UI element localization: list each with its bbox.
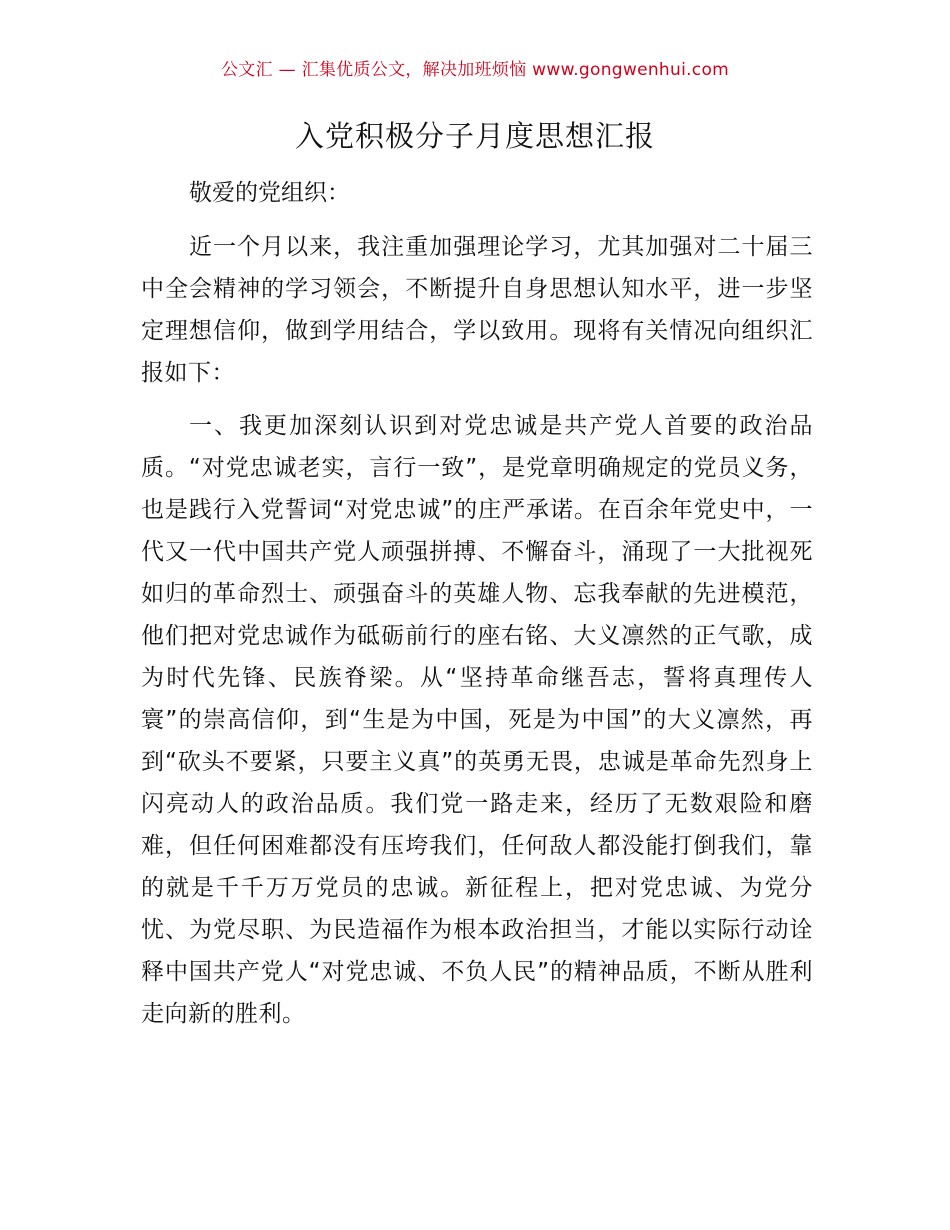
paragraph-intro: 近一个月以来，我注重加强理论学习，尤其加强对二十届三中全会精神的学习领会，不断提升自身思想认知水平，进一步坚定理想信仰，做到学用结合，学以致用。现将有关情况向组织汇报如下： [141,234,813,386]
salutation: 敬爱的党组织： [189,180,350,206]
document-title: 入党积极分子月度思想汇报 [294,119,655,153]
paragraph-section-one: 一、我更加深刻认识到对党忠诚是共产党人首要的政治品质。“对党忠诚老实，言行一致”，是党章明确规定的党员义务，也是践行入党誓词“对党忠诚”的庄严承诺。在百余年党史中，一代又一代中国共产党人顽强拼搏、不懈奋斗，涌现了一大批视死如归的革命烈士、顽强奋斗的英雄人物、忘我奉献的先进模范，他们把对党忠诚作为砥砺前行的座右铭、大义凛然的正气歌，成为时代先锋、民族脊梁。从“坚持革命继吾志，誓将真理传人寰”的崇高信仰，到“生是为中国，死是为中国”的大义凛然，再到“砍头不要紧，只要主义真”的英勇无畏，忠诚是革命先烈身上闪亮动人的政治品质。我们党一路走来，经历了无数艰险和磨难，但任何困难都没有压垮我们，任何敌人都没能打倒我们，靠的就是千千万万党员的忠诚。新征程上，把对党忠诚、为党分忧、为党尽职、为民造福作为根本政治担当，才能以实际行动诠释中国共产党人“对党忠诚、不负人民”的精神品质，不断从胜利走向新的胜利。 [141,413,813,1027]
header-banner: 公文汇 — 汇集优质公文，解决加班烦恼 www.gongwenhui.com [220,60,730,80]
